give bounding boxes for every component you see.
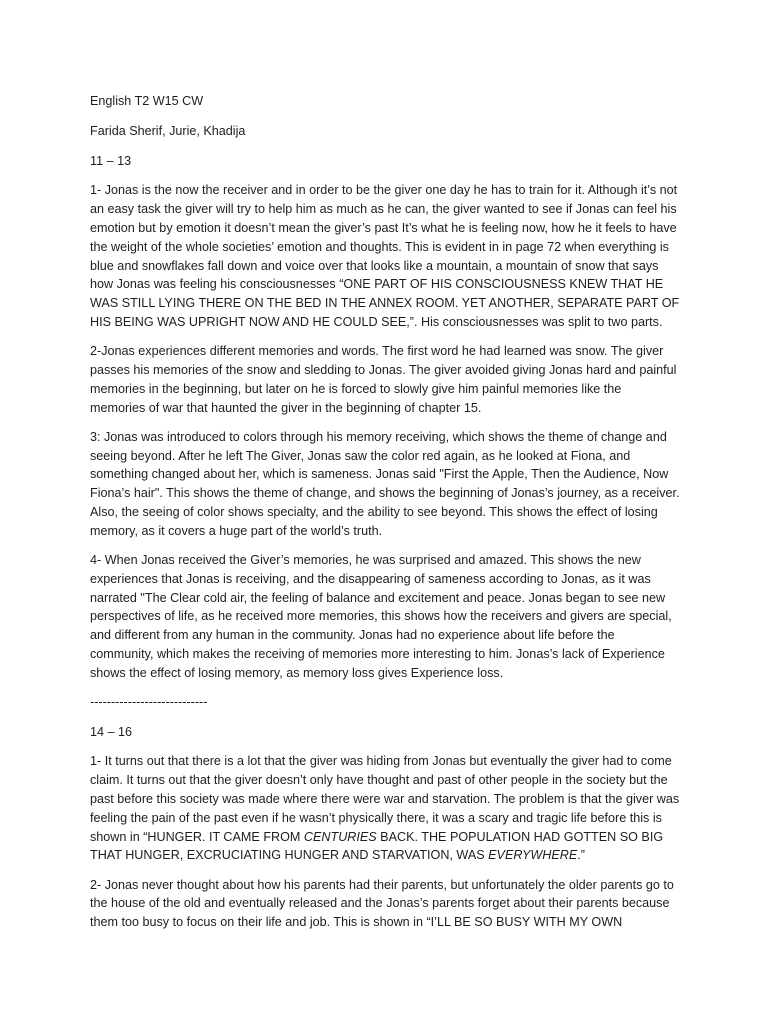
- paragraph: 4- When Jonas received the Giver’s memories, he was surprised and amazed. This shows the new experiences that Jonas is receiving, and the disappearing of sameness according to Jonas, as it was narrated "The Clear cold air, the feeling of balance and excitement and peace. Jonas began to see new perspectives of life, as he received more memories, this shows how the receivers and givers are special, and different from any human in the community. Jonas had no experience about life before the community, which makes the receiving of memories more interesting to him. Jonas’s lack of Experience shows the effect of losing memory, as memory loss gives Experience loss.: [90, 552, 672, 680]
- paragraph: 1- Jonas is the now the receiver and in order to be the giver one day he has to train for it. Although it’s not an easy task the giver will try to help him as much as he can, the giver wanted to see if Jonas can feel his emotion but by emotion it doesn’t mean the giver’s past It’s what he is feeling now, how he it feels to have the weight of the whole societies’ emotion and thoughts. This is evident in in page 72 when everything is blue and snowflakes fall down and voice over that looks like a mountain, a mountain of snow that says how Jonas was feeling his consciousnesses “ONE PART OF HIS CONSCIOUSNESS KNEW THAT HE WAS STILL LYING THERE ON THE BED IN THE ANNEX ROOM. YET ANOTHER, SEPARATE PART OF HIS BEING WAS UPRIGHT NOW AND HE COULD SEE,”. His consciousnesses was split to two parts.: [90, 183, 680, 329]
- section-separator: ----------------------------: [90, 694, 208, 709]
- paragraph-italic-text: CENTURIES: [303, 829, 377, 844]
- paragraph: 3: Jonas was introduced to colors through his memory receiving, which shows the theme of change and seeing beyond. After he left The Giver, Jonas saw the color red again, as he looked at Fiona, and something changed about her, which is sameness. Jonas said "First the Apple, Then the Audience, Now Fiona’s hair". This shows the theme of change, and shows the beginning of Jonas’s journey, as a receiver. Also, the seeing of color shows specialty, and the ability to see beyond. This shows the effect of losing memory, as it covers a huge part of the world’s truth.: [90, 429, 680, 538]
- section-range-14-16: 14 – 16: [90, 724, 133, 739]
- paragraph-text: 1- It turns out that there is a lot that the giver was hiding from Jonas but eventually the giver had to come claim. It turns out that the giver doesn’t only have thought and past of other people in the society but the past before this society was made where there were war and starvation. The problem is that the giver was feeling the pain of the past even if he wasn’t physically there, it was a scary and tragic life before this is shown in “HUNGER. IT CAME FROM: [90, 754, 680, 844]
- document-title: English T2 W15 CW: [90, 94, 204, 108]
- paragraph: 2-Jonas experiences different memories and words. The first word he had learned was snow. The giver passes his memories of the snow and sledding to Jonas. The giver avoided giving Jonas hard and painful memories in the beginning, but later on he is forced to slowly give him painful memories like the memories of war that haunted the giver in the beginning of chapter 15.: [90, 344, 677, 415]
- paragraph: [90, 752, 680, 865]
- paragraph-italic-text: EVERYWHERE: [488, 848, 578, 863]
- paragraph-text: BACK. THE POPULATION HAD GOTTEN SO BIG THAT HUNGER, EXCRUCIATING HUNGER AND STARVATION, WAS: [90, 829, 664, 863]
- document-body: [90, 92, 680, 942]
- paragraph: 2- Jonas never thought about how his parents had their parents, but unfortunately the older parents go to the house of the old and eventually released and the Jonas’s parents forget about their parents because them too busy to focus on their life and job. This is shown in “I’LL BE SO BUSY WITH MY OWN: [90, 877, 674, 930]
- section-range-11-13: 11 – 13: [90, 153, 132, 168]
- paragraph-text: .”: [577, 848, 585, 863]
- document-authors: Farida Sherif, Jurie, Khadija: [90, 123, 246, 138]
